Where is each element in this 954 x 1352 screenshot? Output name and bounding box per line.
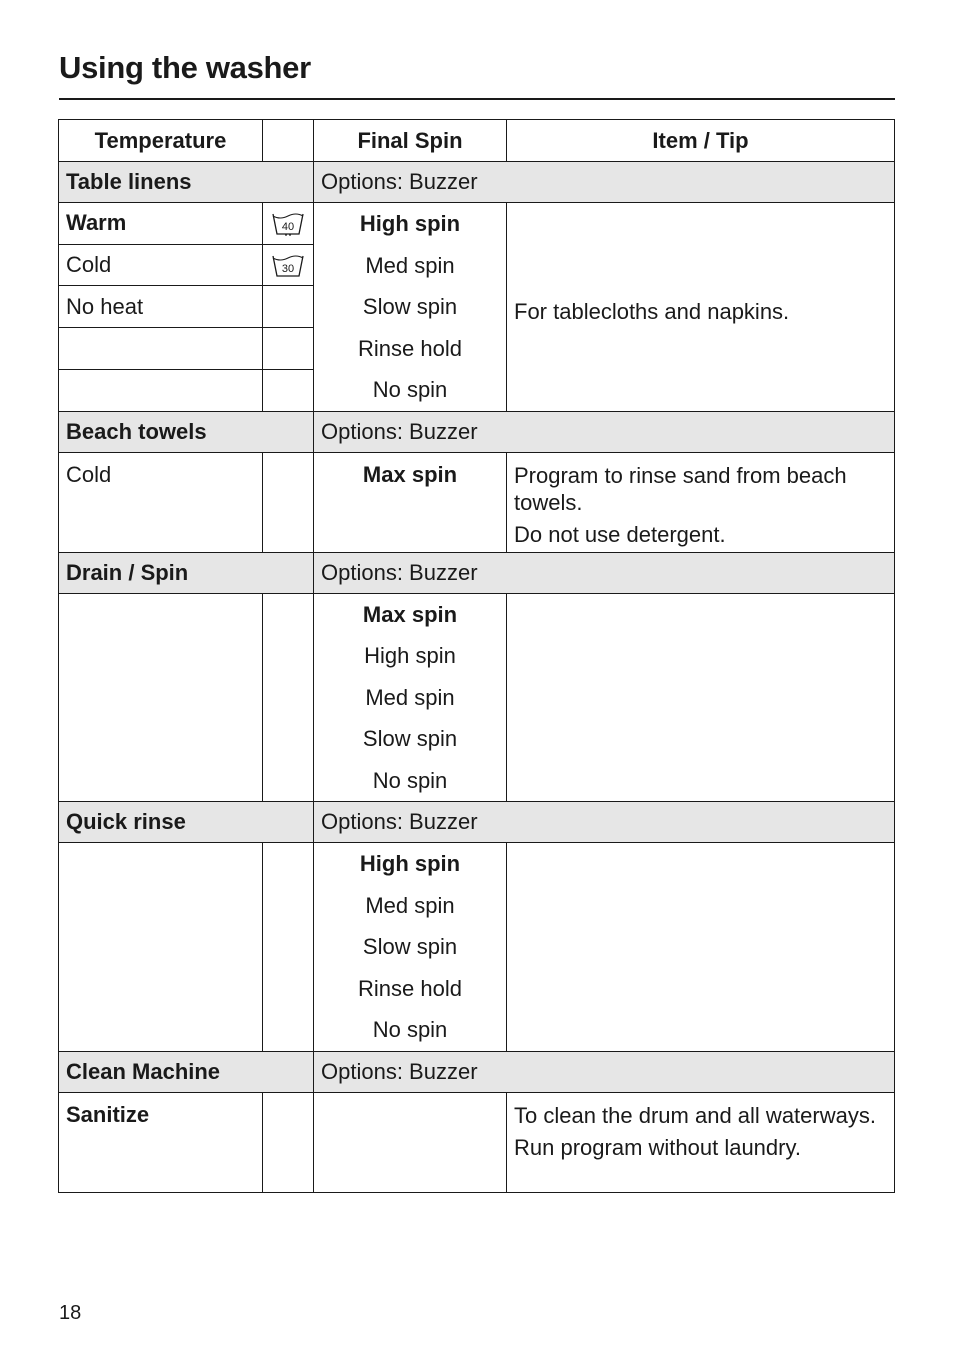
program-options: Options: Buzzer xyxy=(314,552,895,593)
spin-option: Slow spin xyxy=(362,294,458,319)
temperature-cell: Cold xyxy=(59,244,263,286)
wash-temp-30-icon xyxy=(263,244,314,286)
symbol-cell xyxy=(263,843,314,1052)
symbol-cell xyxy=(263,286,314,328)
page-number: 18 xyxy=(59,1302,82,1324)
program-row-table-linens xyxy=(59,162,895,203)
svg-text:40: 40 xyxy=(281,221,295,234)
program-row-beach-towels xyxy=(59,411,895,452)
symbol-cell xyxy=(263,328,314,370)
spin-options xyxy=(314,203,507,412)
spin-option: Max spin xyxy=(314,452,507,552)
program-name: Clean Machine xyxy=(59,1051,314,1092)
spin-option: Slow spin xyxy=(362,726,458,751)
temperature-cell xyxy=(59,369,263,411)
spin-option: Rinse hold xyxy=(358,335,462,361)
program-options: Options: Buzzer xyxy=(314,802,895,843)
temperature-cell xyxy=(59,593,263,802)
spin-option: Max spin xyxy=(362,601,458,627)
spin-options xyxy=(314,843,507,1052)
tip-text: Program to rinse sand from beach towels. xyxy=(514,462,847,515)
svg-text:30: 30 xyxy=(281,263,295,276)
header-item-tip: Item / Tip xyxy=(507,120,895,162)
program-name: Table linens xyxy=(59,162,314,203)
item-tip xyxy=(507,593,895,802)
program-row-quick-rinse xyxy=(59,802,895,843)
temperature-cell: No heat xyxy=(59,286,263,328)
tip-text: For tablecloths and napkins. xyxy=(514,298,790,324)
program-table xyxy=(58,119,895,1193)
temperature-cell: Warm xyxy=(59,203,263,245)
temperature-cell: Cold xyxy=(59,452,263,552)
spin-option: High spin xyxy=(359,211,461,236)
spin-option: Slow spin xyxy=(362,934,458,959)
program-name: Drain / Spin xyxy=(59,552,314,593)
temperature-cell xyxy=(59,328,263,370)
table-header-row xyxy=(59,120,895,162)
table-row xyxy=(59,843,895,1052)
table-row xyxy=(59,593,895,802)
program-row-drain-spin xyxy=(59,552,895,593)
program-row-clean-machine xyxy=(59,1051,895,1092)
symbol-cell xyxy=(263,593,314,802)
table-row xyxy=(59,1092,895,1192)
tip-text: Run program without laundry. xyxy=(514,1134,801,1160)
spin-option: Med spin xyxy=(365,684,455,710)
spin-options xyxy=(314,593,507,802)
symbol-cell xyxy=(263,1092,314,1192)
spin-option: Med spin xyxy=(365,252,455,278)
header-temperature: Temperature xyxy=(59,120,263,162)
page-title: Using the washer xyxy=(59,50,311,85)
header-final-spin: Final Spin xyxy=(314,120,507,162)
program-name: Quick rinse xyxy=(59,802,314,843)
spin-option: No spin xyxy=(372,1017,448,1042)
spin-option: High spin xyxy=(359,851,461,876)
spin-option: No spin xyxy=(372,377,448,402)
program-options: Options: Buzzer xyxy=(314,162,895,203)
item-tip xyxy=(507,1092,895,1192)
spin-option: Med spin xyxy=(365,892,455,918)
program-options: Options: Buzzer xyxy=(314,411,895,452)
wash-temp-40-icon xyxy=(263,203,314,245)
spin-option: No spin xyxy=(372,767,448,793)
tip-text: Do not use detergent. xyxy=(514,521,726,547)
item-tip xyxy=(507,203,895,412)
tip-text: To clean the drum and all waterways. xyxy=(514,1102,876,1128)
spin-option: High spin xyxy=(364,643,456,668)
spin-cell xyxy=(314,1092,507,1192)
symbol-cell xyxy=(263,452,314,552)
symbol-cell xyxy=(263,369,314,411)
title-rule xyxy=(59,98,895,100)
temperature-cell: Sanitize xyxy=(59,1092,263,1192)
spin-option: Rinse hold xyxy=(358,975,462,1001)
header-symbol xyxy=(263,120,314,162)
item-tip xyxy=(507,452,895,552)
program-options: Options: Buzzer xyxy=(314,1051,895,1092)
temperature-cell xyxy=(59,843,263,1052)
item-tip xyxy=(507,843,895,1052)
table-row xyxy=(59,203,895,245)
program-name: Beach towels xyxy=(59,411,314,452)
table-row xyxy=(59,452,895,552)
